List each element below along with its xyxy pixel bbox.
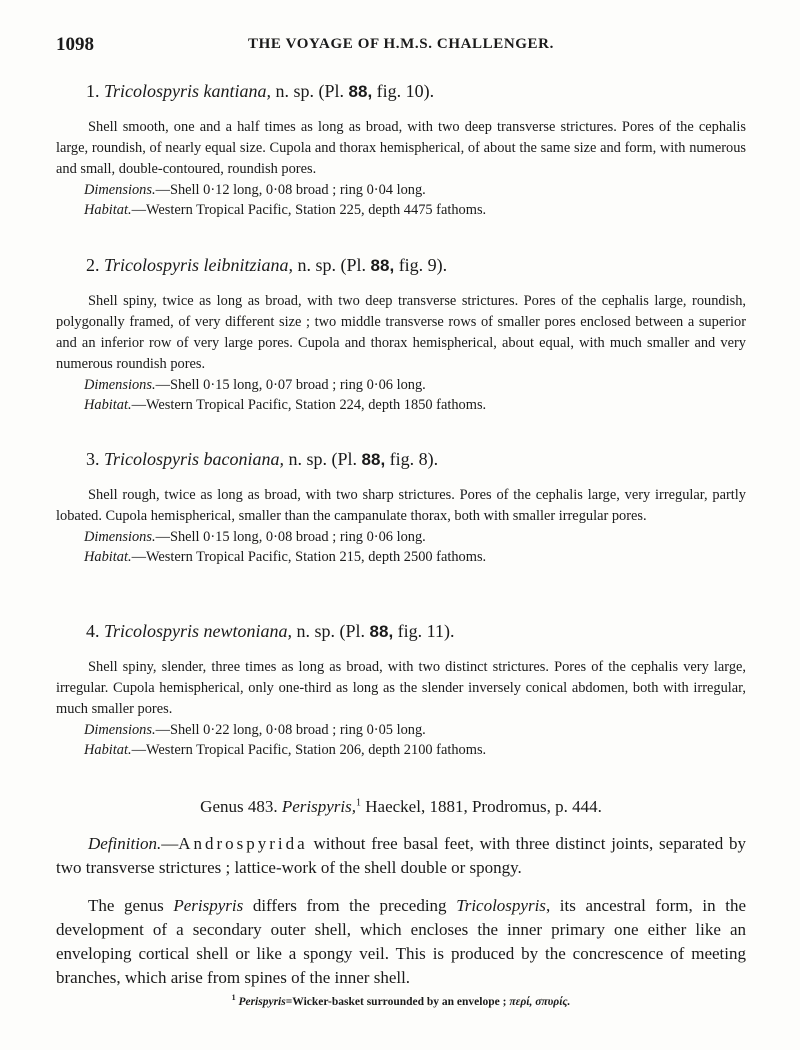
paragraph-genus-name: Perispyris — [173, 896, 244, 915]
habitat-text: —Western Tropical Pacific, Station 215, depth 2500 fathoms. — [131, 549, 487, 565]
species-status: n. sp. (Pl. — [296, 621, 366, 641]
habitat-line — [84, 200, 746, 220]
footnote-term: Perispyris — [238, 995, 286, 1008]
species-status: n. sp. (Pl. — [297, 255, 367, 275]
habitat-label: Habitat. — [84, 202, 132, 218]
paragraph-part3: , its ancestral form, in the development of a secondary outer shell, which encloses the inner primary one either like an enveloping cortical shell or like a spongy veil. This is produced by the concrescence of meeting branches, which arise from spines of the inner shell. — [56, 896, 747, 987]
habitat-line — [84, 547, 746, 567]
plate-number: 88, — [348, 82, 373, 101]
species-number: 3. — [86, 449, 100, 469]
dimensions-text: —Shell 0·15 long, 0·08 broad ; ring 0·06 long. — [155, 529, 426, 545]
running-title: THE VOYAGE OF H.M.S. CHALLENGER. — [248, 36, 554, 52]
species-name: Tricolospyris leibnitziana, — [104, 255, 294, 275]
species-status: n. sp. (Pl. — [275, 81, 345, 101]
footnote-text: =Wicker-basket surrounded by an envelope ; — [285, 995, 507, 1008]
paragraph-compare-name: Tricolospyris — [456, 896, 546, 915]
habitat-text: —Western Tropical Pacific, Station 224, depth 1850 fathoms. — [131, 397, 487, 413]
dimensions-text: —Shell 0·12 long, 0·08 broad ; ring 0·04 long. — [155, 182, 426, 198]
species-entry-4 — [56, 620, 746, 760]
dimensions-line — [84, 527, 746, 547]
paragraph-part2: differs from the preceding — [243, 896, 457, 915]
genus-heading — [56, 797, 746, 817]
habitat-label: Habitat. — [84, 742, 132, 758]
dimensions-line — [84, 720, 746, 740]
species-entry-3 — [56, 448, 746, 567]
plate-number: 88, — [361, 450, 386, 469]
species-heading — [86, 80, 746, 103]
dimensions-label: Dimensions. — [84, 722, 156, 738]
dimensions-label: Dimensions. — [84, 182, 156, 198]
genus-name: Perispyris, — [281, 797, 357, 816]
dimensions-label: Dimensions. — [84, 529, 156, 545]
genus-prefix: Genus 483. — [200, 797, 278, 816]
habitat-label: Habitat. — [84, 549, 132, 565]
species-number: 2. — [86, 255, 100, 275]
habitat-line — [84, 740, 746, 760]
genus-definition — [56, 832, 746, 880]
dimensions-line — [84, 180, 746, 200]
species-heading — [86, 254, 746, 277]
species-status: n. sp. (Pl. — [288, 449, 358, 469]
genus-authority: Haeckel, 1881, Prodromus, p. 444. — [365, 797, 602, 816]
species-heading — [86, 620, 746, 643]
habitat-label: Habitat. — [84, 397, 132, 413]
figure-ref: fig. 11). — [397, 621, 455, 641]
species-entry-2 — [56, 254, 746, 415]
habitat-text: —Western Tropical Pacific, Station 225, depth 4475 fathoms. — [131, 202, 487, 218]
species-description: Shell smooth, one and a half times as long as broad, with two deep transverse strictures. Pores of the cephalis large, roundish, of nearly equal size. Cupola and thorax hemispherical, of about the same size and form, with numerous and small, double-contoured, roundish pores. — [56, 119, 746, 177]
definition-label: Definition. — [88, 834, 162, 853]
species-description: Shell spiny, twice as long as broad, with two deep transverse strictures. Pores of the cephalis large, roundish, polygonally framed, of very different size ; two middle transverse rows of smaller pores enclosed between a superior and an inferior row of very large pores. Cupola and thorax hemispherical, about equal, with much smaller and very numerous roundish pores. — [56, 293, 746, 372]
species-name: Tricolospyris newtoniana, — [104, 621, 293, 641]
habitat-text: —Western Tropical Pacific, Station 206, depth 2100 fathoms. — [131, 742, 487, 758]
dimensions-line — [84, 375, 746, 395]
species-entry-1 — [56, 80, 746, 220]
species-heading — [86, 448, 746, 471]
species-name: Tricolospyris baconiana, — [104, 449, 285, 469]
definition-dash: — — [161, 834, 179, 853]
species-number: 4. — [86, 621, 100, 641]
definition-text: without free basal feet, with three distinct joints, separated by two transverse strictures ; lattice-work of the shell double or spongy. — [56, 834, 746, 877]
paragraph-part1: The genus — [88, 896, 174, 915]
species-description: Shell rough, twice as long as broad, with two sharp strictures. Pores of the cephalis large, very irregular, partly lobated. Cupola hemispherical, smaller than the campanulate thorax, both with smaller irregular pores. — [56, 487, 746, 524]
page-header — [56, 34, 746, 58]
plate-number: 88, — [369, 622, 394, 641]
plate-number: 88, — [370, 256, 395, 275]
definition-spaced-word: Androspyrida — [178, 834, 308, 853]
genus-discussion — [56, 894, 746, 990]
species-name: Tricolospyris kantiana, — [104, 81, 272, 101]
footnote — [56, 993, 746, 1008]
page-number: 1098 — [56, 34, 94, 55]
figure-ref: fig. 10). — [376, 81, 435, 101]
dimensions-text: —Shell 0·22 long, 0·08 broad ; ring 0·05 long. — [155, 722, 426, 738]
figure-ref: fig. 9). — [398, 255, 448, 275]
species-description: Shell spiny, slender, three times as long as broad, with two distinct strictures. Pores of the cephalis very large, irregular. Cupola hemispherical, only one-third as long as the slender inversely conical abdomen, both with irregular, much smaller pores. — [56, 659, 746, 717]
figure-ref: fig. 8). — [389, 449, 439, 469]
footnote-greek: περί, σπυρίς. — [509, 995, 571, 1008]
species-number: 1. — [86, 81, 100, 101]
footnote-marker: 1 — [356, 797, 362, 809]
habitat-line — [84, 395, 746, 415]
dimensions-label: Dimensions. — [84, 377, 156, 393]
dimensions-text: —Shell 0·15 long, 0·07 broad ; ring 0·06 long. — [155, 377, 426, 393]
footnote-number: 1 — [231, 993, 236, 1002]
